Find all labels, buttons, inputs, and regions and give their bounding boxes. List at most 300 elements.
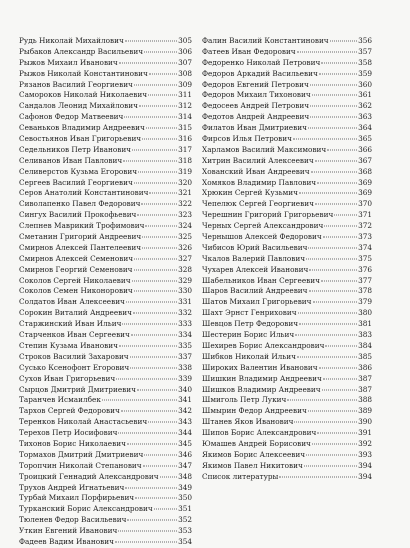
entry-page-number: 305 <box>178 36 192 45</box>
dot-leader <box>134 182 177 183</box>
dot-leader <box>295 335 357 336</box>
entry-name: Сафонов Федор Матвеевич <box>19 112 124 122</box>
entry-name: Шибков Николай Ильич <box>202 351 296 361</box>
entry-page-number: 357 <box>358 46 372 56</box>
dot-leader <box>312 443 357 444</box>
entry-page-number: 320 <box>178 177 192 187</box>
entry-name: Сингух Василий Прокофьевич <box>19 210 137 220</box>
index-entry <box>19 504 192 515</box>
dot-leader <box>134 291 177 292</box>
entry-page-number: 380 <box>358 308 372 318</box>
index-entry <box>19 243 192 254</box>
entry-name: Филатов Иван Дмитриевич <box>202 123 307 133</box>
index-entry <box>202 439 372 450</box>
index-entry <box>19 123 192 134</box>
dot-leader <box>311 171 357 172</box>
entry-page-number: 387 <box>358 384 372 394</box>
entry-name: Широких Валентин Иванович <box>202 362 318 372</box>
entry-name: Хованский Иван Андреевич <box>202 166 310 176</box>
entry-page-number: 369 <box>358 188 372 198</box>
index-entry <box>202 210 372 221</box>
index-entry <box>19 363 192 374</box>
entry-page-number: 383 <box>358 330 372 340</box>
index-entry <box>202 112 372 123</box>
entry-page-number: 365 <box>358 134 372 144</box>
entry-page-number: 360 <box>358 79 372 89</box>
entry-name: Строков Василий Захарович <box>19 351 129 361</box>
entry-name: Тюленев Федор Васильевич <box>19 515 127 525</box>
index-entry <box>19 80 192 91</box>
entry-page-number: 306 <box>178 46 192 56</box>
dot-leader <box>324 226 357 227</box>
entry-name: Чернышов Алексей Федорович <box>202 232 322 242</box>
dot-leader <box>293 139 357 140</box>
dot-leader <box>308 247 357 248</box>
entry-name: Фатеев Иван Федорович <box>202 46 296 56</box>
dot-leader <box>130 367 177 368</box>
index-entry <box>19 112 192 123</box>
index-entry <box>19 537 192 548</box>
entry-page-number: 394 <box>358 471 372 481</box>
dot-leader <box>130 356 177 357</box>
index-entry <box>19 395 192 406</box>
entry-page-number: 372 <box>358 221 372 231</box>
dot-leader <box>139 106 177 107</box>
entry-name: Рыбаков Александр Васильевич <box>19 46 144 56</box>
index-entry <box>202 395 372 406</box>
dot-leader <box>309 269 357 270</box>
entry-name: Федоров Михаил Тихонович <box>202 90 311 100</box>
entry-name: Степин Кузьма Иванович <box>19 340 118 350</box>
dot-leader <box>319 73 357 74</box>
entry-name: Чепелюк Сергей Георгиевич <box>202 199 314 209</box>
entry-name: Сусько Ксенофонт Егорович <box>19 362 130 372</box>
dot-leader <box>317 433 357 434</box>
entry-page-number: 344 <box>178 428 192 438</box>
entry-page-number: 371 <box>358 210 372 220</box>
dot-leader <box>145 226 177 227</box>
entry-name: Шмиголь Петр Лукич <box>202 395 287 405</box>
entry-name: Фирсов Илья Петрович <box>202 134 292 144</box>
dot-leader <box>149 193 177 194</box>
index-entry <box>19 221 192 232</box>
dot-leader <box>141 204 177 205</box>
dot-leader <box>125 41 177 42</box>
index-entry <box>202 101 372 112</box>
dot-leader <box>142 237 177 238</box>
entry-page-number: 362 <box>358 101 372 111</box>
entry-page-number: 317 <box>178 144 192 154</box>
index-entry <box>202 69 372 80</box>
dot-leader <box>134 258 177 259</box>
index-entry <box>19 90 192 101</box>
index-entry <box>19 69 192 80</box>
dot-leader <box>135 498 177 499</box>
entry-page-number: 390 <box>358 417 372 427</box>
dot-leader <box>297 356 357 357</box>
index-entry <box>202 428 372 439</box>
entry-name: Седельников Петр Иванович <box>19 144 132 154</box>
dot-leader <box>306 454 357 455</box>
entry-page-number: 345 <box>178 438 192 448</box>
entry-page-number: 393 <box>358 449 372 459</box>
dot-leader <box>119 62 177 63</box>
entry-name: Севостьянов Иван Григорьевич <box>19 134 142 144</box>
index-entry <box>19 232 192 243</box>
entry-name: Таранчев Исмаилбек <box>19 395 101 405</box>
dot-leader <box>127 520 177 521</box>
entry-page-number: 346 <box>178 449 192 459</box>
entry-page-number: 339 <box>178 373 192 383</box>
entry-page-number: 329 <box>178 275 192 285</box>
entry-page-number: 387 <box>358 373 372 383</box>
index-entry <box>202 156 372 167</box>
dot-leader <box>321 280 357 281</box>
index-entry <box>202 297 372 308</box>
index-entry <box>19 341 192 352</box>
entry-name: Шаров Василий Андреевич <box>202 286 308 296</box>
entry-page-number: 351 <box>178 504 192 514</box>
entry-page-number: 342 <box>178 406 192 416</box>
entry-page-number: 378 <box>358 286 372 296</box>
entry-name: Сандалов Леонид Михайлович <box>19 101 138 111</box>
entry-page-number: 356 <box>358 36 372 45</box>
entry-name: Рыжов Николай Константинович <box>19 68 148 78</box>
entry-page-number: 369 <box>358 177 372 187</box>
entry-name: Серов Анатолий Константинович <box>19 188 149 198</box>
entry-name: Шахт Эрнст Генрихович <box>202 308 297 318</box>
entry-name: Федоров Евгений Петрович <box>202 79 309 89</box>
dot-leader <box>310 117 357 118</box>
index-entry <box>202 167 372 178</box>
entry-page-number: 324 <box>178 221 192 231</box>
index-entry <box>19 178 192 189</box>
entry-name: Юмашев Андрей Борисович <box>202 438 311 448</box>
entry-page-number: 322 <box>178 199 192 209</box>
dot-leader <box>154 509 177 510</box>
index-entry <box>19 36 192 47</box>
entry-name: Фалин Василий Константинович <box>202 36 329 45</box>
entry-name: Федосеев Андрей Петрович <box>202 101 310 111</box>
entry-name: Солдатов Иван Алексеевич <box>19 297 125 307</box>
dot-leader <box>319 367 357 368</box>
entry-name: Сухов Иван Григорьевич <box>19 373 116 383</box>
index-entry <box>202 319 372 330</box>
entry-page-number: 358 <box>358 57 372 67</box>
entry-page-number: 385 <box>358 351 372 361</box>
index-entry <box>202 265 372 276</box>
entry-page-number: 308 <box>178 68 192 78</box>
index-entry <box>202 188 372 199</box>
index-entry <box>202 461 372 472</box>
dot-leader <box>310 106 357 107</box>
entry-page-number: 370 <box>358 199 372 209</box>
index-entry <box>202 472 372 483</box>
index-entry <box>19 472 192 483</box>
entry-name: Федоров Аркадий Васильевич <box>202 68 318 78</box>
dot-leader <box>334 215 357 216</box>
entry-name: Рыжов Михаил Иванович <box>19 57 118 67</box>
entry-name: Федотов Андрей Андреевич <box>202 112 310 122</box>
index-entry <box>202 450 372 461</box>
entry-page-number: 367 <box>358 155 372 165</box>
entry-page-number: 381 <box>358 319 372 329</box>
dot-leader <box>118 531 177 532</box>
dot-leader <box>132 280 177 281</box>
entry-page-number: 348 <box>178 471 192 481</box>
entry-page-number: 384 <box>358 340 372 350</box>
index-entry <box>202 341 372 352</box>
entry-page-number: 315 <box>178 123 192 133</box>
entry-page-number: 321 <box>178 188 192 198</box>
index-entry <box>202 134 372 145</box>
entry-name: Слепнев Маврикий Трофимович <box>19 221 145 231</box>
entry-name: Смирнов Алексей Семенович <box>19 253 134 263</box>
entry-page-number: 354 <box>178 536 192 546</box>
dot-leader <box>127 443 177 444</box>
index-entry <box>202 374 372 385</box>
dot-leader <box>312 95 357 96</box>
dot-leader <box>143 465 177 466</box>
entry-name: Шишков Владимир Андреевич <box>202 384 321 394</box>
entry-page-number: 376 <box>358 264 372 274</box>
index-entry <box>19 319 192 330</box>
entry-name: Чкалов Валерий Павлович <box>202 253 306 263</box>
entry-page-number: 353 <box>178 526 192 536</box>
entry-name: Рудь Николай Михайлович <box>19 36 124 45</box>
entry-name: Шестерин Борис Ильич <box>202 330 295 340</box>
entry-name: Шабельников Иван Сергеевич <box>202 275 320 285</box>
index-entry <box>202 254 372 265</box>
dot-leader <box>294 422 357 423</box>
entry-page-number: 328 <box>178 264 192 274</box>
entry-name: Самороков Николай Николаевич <box>19 90 148 100</box>
dot-leader <box>149 73 177 74</box>
index-entry <box>19 101 192 112</box>
entry-name: Шишкин Владимир Андреевич <box>202 373 322 383</box>
dot-leader <box>315 160 357 161</box>
entry-page-number: 386 <box>358 362 372 372</box>
dot-leader <box>122 324 177 325</box>
entry-page-number: 334 <box>178 330 192 340</box>
entry-name: Тормахов Дмитрий Дмитриевич <box>19 449 144 459</box>
entry-page-number: 388 <box>358 395 372 405</box>
index-entry <box>19 461 192 472</box>
index-entry <box>202 363 372 374</box>
entry-name: Старжинский Иван Ильич <box>19 319 122 329</box>
entry-page-number: 366 <box>358 144 372 154</box>
entry-name: Соколов Сергей Николаевич <box>19 275 131 285</box>
entry-name: Шевцов Петр Федорович <box>202 319 299 329</box>
entry-page-number: 335 <box>178 340 192 350</box>
entry-name: Сергеев Василий Георгиевич <box>19 177 133 187</box>
entry-name: Трухов Андрей Игнатьевич <box>19 482 125 492</box>
dot-leader <box>138 171 177 172</box>
index-entry <box>19 167 192 178</box>
index-entry <box>19 134 192 145</box>
dot-leader <box>325 345 357 346</box>
entry-page-number: 318 <box>178 155 192 165</box>
entry-name: Шипов Борис Александрович <box>202 428 317 438</box>
dot-leader <box>148 95 177 96</box>
entry-name: Турбай Михаил Порфирьевич <box>19 493 135 503</box>
index-entry <box>19 526 192 537</box>
dot-leader <box>321 62 357 63</box>
index-entry <box>202 80 372 91</box>
index-entry <box>19 483 192 494</box>
index-entry <box>19 188 192 199</box>
index-entry <box>202 243 372 254</box>
entry-page-number: 311 <box>178 90 192 100</box>
entry-name: Троицкий Геннадий Александрович <box>19 471 159 481</box>
entry-page-number: 347 <box>178 460 192 470</box>
entry-page-number: 333 <box>178 319 192 329</box>
index-entry <box>202 36 372 47</box>
index-entry <box>202 123 372 134</box>
entry-name: Якимов Борис Алексеевич <box>202 449 306 459</box>
index-entry <box>202 308 372 319</box>
index-entry <box>202 221 372 232</box>
index-entry <box>19 374 192 385</box>
index-entry <box>202 417 372 428</box>
entry-name: Смирнов Георгий Семенович <box>19 264 133 274</box>
dot-leader <box>144 454 177 455</box>
entry-page-number: 314 <box>178 112 192 122</box>
entry-page-number: 312 <box>178 101 192 111</box>
entry-name: Якимов Павел Никитович <box>202 460 303 470</box>
entry-page-number: 391 <box>358 428 372 438</box>
index-entry <box>19 308 192 319</box>
entry-name: Смирнов Алексей Пантелеевич <box>19 242 142 252</box>
index-entry <box>19 330 192 341</box>
entry-name: Штанев Яков Иванович <box>202 417 294 427</box>
dot-leader <box>125 487 177 488</box>
entry-name: Шатов Михаил Григорьевич <box>202 297 312 307</box>
index-entry <box>19 276 192 287</box>
index-entry <box>202 352 372 363</box>
index-entry <box>202 178 372 189</box>
dot-leader <box>133 313 177 314</box>
entry-page-number: 352 <box>178 515 192 525</box>
dot-leader <box>160 476 178 477</box>
entry-name: Сиволапенко Павел Федорович <box>19 199 141 209</box>
entry-page-number: 359 <box>358 68 372 78</box>
entry-page-number: 375 <box>358 253 372 263</box>
entry-page-number: 350 <box>178 493 192 503</box>
index-column-right <box>202 36 372 483</box>
index-entry <box>19 254 192 265</box>
dot-leader <box>132 149 177 150</box>
dot-leader <box>327 149 357 150</box>
entry-page-number: 330 <box>178 286 192 296</box>
entry-page-number: 338 <box>178 362 192 372</box>
index-entry <box>19 417 192 428</box>
entry-page-number: 349 <box>178 482 192 492</box>
index-entry <box>202 276 372 287</box>
entry-page-number: 341 <box>178 395 192 405</box>
dot-leader <box>313 302 358 303</box>
entry-name: Черных Сергей Александрович <box>202 221 324 231</box>
dot-leader <box>298 313 358 314</box>
index-entry <box>19 493 192 504</box>
dot-leader <box>304 465 357 466</box>
index-entry <box>19 297 192 308</box>
entry-name: Рязанов Василий Георгиевич <box>19 79 133 89</box>
entry-page-number: 364 <box>358 123 372 133</box>
dot-leader <box>287 400 357 401</box>
entry-name: Фадеев Вадим Иванович <box>19 536 114 546</box>
dot-leader <box>146 128 177 129</box>
entry-page-number: 332 <box>178 308 192 318</box>
entry-name: Харламов Василий Максимович <box>202 144 327 154</box>
entry-name: Тархов Сергей Федорович <box>19 406 120 416</box>
dot-leader <box>123 160 177 161</box>
entry-name: Селиванов Иван Павлович <box>19 155 123 165</box>
dot-leader <box>322 389 357 390</box>
entry-page-number: 368 <box>358 166 372 176</box>
entry-page-number: 379 <box>358 297 372 307</box>
dot-leader <box>118 433 177 434</box>
entry-name: Соколов Семен Никонорович <box>19 286 133 296</box>
entry-page-number: 363 <box>358 112 372 122</box>
index-entry <box>202 199 372 210</box>
dot-leader <box>299 193 357 194</box>
entry-page-number: 331 <box>178 297 192 307</box>
index-entry <box>202 58 372 69</box>
entry-name: Сметанин Григорий Андреевич <box>19 232 142 242</box>
dot-leader <box>124 117 177 118</box>
dot-leader <box>148 422 177 423</box>
dot-leader <box>317 182 357 183</box>
index-entry <box>19 515 192 526</box>
dot-leader <box>119 345 177 346</box>
index-entry <box>19 352 192 363</box>
index-entry <box>19 156 192 167</box>
entry-name: Терехов Петр Иосифович <box>19 428 118 438</box>
dot-leader <box>142 247 177 248</box>
dot-leader <box>323 378 357 379</box>
entry-name: Торопчин Николай Степанович <box>19 460 142 470</box>
entry-name: Хомяков Владимир Павлович <box>202 177 317 187</box>
entry-name: Федоренко Николай Петрович <box>202 57 321 67</box>
dot-leader <box>137 215 177 216</box>
index-column-left <box>19 36 192 548</box>
dot-leader <box>315 204 357 205</box>
index-entry <box>202 90 372 101</box>
entry-page-number: 325 <box>178 232 192 242</box>
entry-page-number: 316 <box>178 134 192 144</box>
entry-page-number: 374 <box>358 242 372 252</box>
entry-name: Селиверстов Кузьма Егорович <box>19 166 138 176</box>
entry-name: Сырцов Дмитрий Дмитриевич <box>19 384 136 394</box>
index-entry <box>19 265 192 276</box>
entry-page-number: 337 <box>178 351 192 361</box>
entry-name: Севаньков Владимир Андреевич <box>19 123 145 133</box>
index-entry <box>202 286 372 297</box>
index-entry <box>19 58 192 69</box>
entry-page-number: 394 <box>358 460 372 470</box>
entry-page-number: 392 <box>358 438 372 448</box>
entry-page-number: 377 <box>358 275 372 285</box>
dot-leader <box>297 51 357 52</box>
index-entry <box>19 145 192 156</box>
entry-page-number: 373 <box>358 232 372 242</box>
entry-page-number: 389 <box>358 406 372 416</box>
dot-leader <box>308 411 357 412</box>
index-entry <box>19 47 192 58</box>
dot-leader <box>279 476 357 477</box>
entry-name: Шехирев Борис Александрович <box>202 340 325 350</box>
